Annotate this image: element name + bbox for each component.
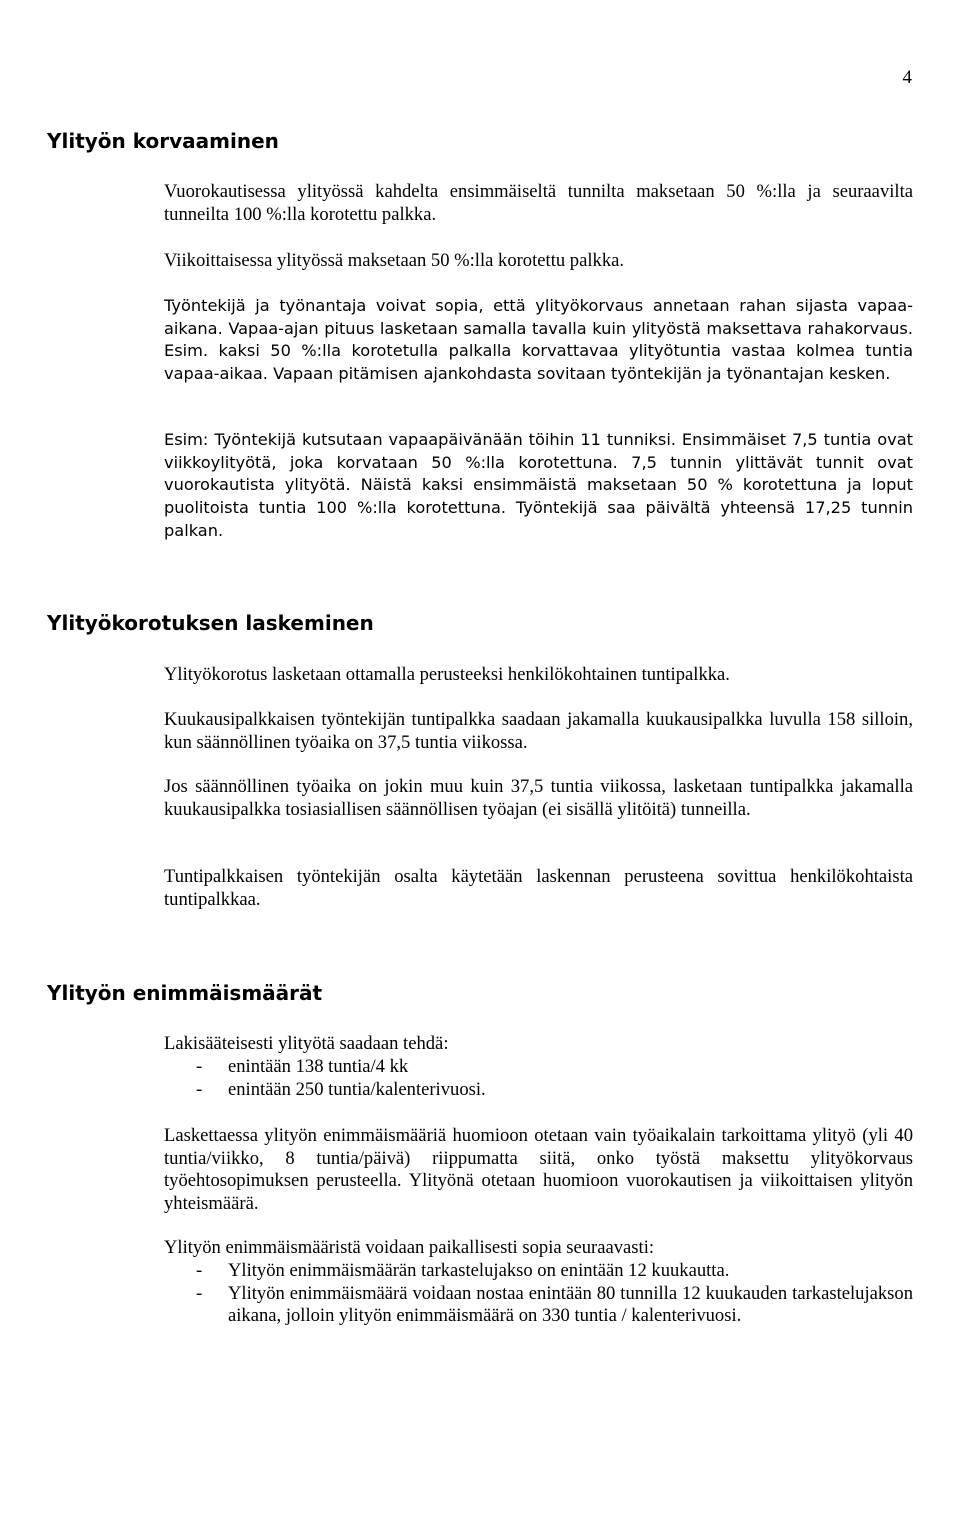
list-item-text: enintään 138 tuntia/4 kk <box>228 1056 409 1077</box>
page-number: 4 <box>902 67 912 88</box>
list-item-tarkastelujakso <box>164 1260 913 1283</box>
paragraph-paikallinen-sopiminen: Ylityön enimmäismääristä voidaan paikallisesti sopia seuraavasti: <box>164 1237 655 1258</box>
section-heading-ylityokorotuksen-laskeminen: Ylityökorotuksen laskeminen <box>47 611 374 635</box>
list-item-enimmaismaara-nosto <box>164 1283 913 1328</box>
paragraph-kuukausipalkkainen: Kuukausipalkkaisen työntekijän tuntipalkka saadaan jakamalla kuukausipalkka luvulla 158 silloin, kun säännöllinen työaika on 37,5 tuntia viikossa. <box>164 709 913 753</box>
paragraph-vuorokautinen-ylityo: Vuorokautisessa ylityössä kahdelta ensimmäiseltä tunnilta maksetaan 50 %:lla ja seuraavilta tunneilta 100 %:lla korotettu palkka. <box>164 181 913 225</box>
bullet-dash: - <box>196 1078 203 1100</box>
statutory-limits-list <box>164 1056 913 1101</box>
paragraph-esimerkki: Esim: Työntekijä kutsutaan vapaapäivänään töihin 11 tunniksi. Ensimmäiset 7,5 tuntia ovat viikkoylityötä, joka korvataan 50 %:lla korotettuna. 7,5 tunnin ylittävät tunnit ovat vuorokautista ylityötä. Näistä kaksi ensimmäistä maksetaan 50 % korotettuna ja loput puolitoista tuntia 100 %:lla korotettuna. Työntekijä saa päivältä yhteensä 17,25 tunnin palkan. <box>164 430 913 540</box>
bullet-dash: - <box>196 1056 203 1077</box>
paragraph-viikoittainen-ylityo: Viikoittaisessa ylityössä maksetaan 50 %:lla korotettu palkka. <box>164 250 625 271</box>
bullet-dash: - <box>196 1282 203 1304</box>
paragraph-ylityokorotus-peruste: Ylityökorotus lasketaan ottamalla perusteeksi henkilökohtainen tuntipalkka. <box>164 664 730 685</box>
paragraph-tuntipalkkainen: Tuntipalkkaisen työntekijän osalta käytetään laskennan perusteena sovittua henkilökohtaista tuntipalkkaa. <box>164 866 913 910</box>
list-item-250-tuntia <box>164 1079 913 1102</box>
paragraph-laskettaessa: Laskettaessa ylityön enimmäismääriä huomioon otetaan vain työaikalain tarkoittama ylityö (yli 40 tuntia/viikko, 8 tuntia/päivä) riippumatta siitä, onko työstä maksettu ylityökorvaus työehtosopimuksen perusteella. Ylityönä otetaan huomioon vuorokautisen ja viikoittaisen ylityön yhteismäärä. <box>164 1125 913 1215</box>
local-agreement-list <box>164 1260 913 1328</box>
list-item-text: Ylityön enimmäismäärä voidaan nostaa enintään 80 tunnilla 12 kuukauden tarkastelujakson aikana, jolloin ylityön enimmäismäärä on 330 tuntia / kalenterivuosi. <box>228 1282 913 1327</box>
section-heading-ylityon-enimmaismaarat: Ylityön enimmäismäärät <box>47 981 323 1005</box>
list-item-text: Ylityön enimmäismäärän tarkastelujakso on enintään 12 kuukautta. <box>228 1260 730 1281</box>
section-heading-ylityon-korvaaminen: Ylityön korvaaminen <box>47 129 279 153</box>
paragraph-vapaa-aika-korvaus: Työntekijä ja työnantaja voivat sopia, että ylityökorvaus annetaan rahan sijasta vapaa-aikana. Vapaa-ajan pituus lasketaan samalla tavalla kuin ylityöstä maksettava rahakorvaus. Esim. kaksi 50 %:lla korotetulla palkalla korvattavaa ylityötuntia vastaa kolmea tuntia vapaa-aikaa. Vapaan pitämisen ajankohdasta sovitaan työntekijän ja työnantajan kesken. <box>164 296 913 384</box>
list-item-text: enintään 250 tuntia/kalenterivuosi. <box>228 1078 486 1100</box>
paragraph-muu-tyoaika: Jos säännöllinen työaika on jokin muu kuin 37,5 tuntia viikossa, lasketaan tuntipalkka jakamalla kuukausipalkka tosiasiallisen säännöllisen työajan (ei sisällä ylitöitä) tunneilla. <box>164 776 913 820</box>
bullet-dash: - <box>196 1260 203 1281</box>
list-item-138-tuntia <box>164 1056 913 1079</box>
paragraph-lakisaateisesti: Lakisääteisesti ylityötä saadaan tehdä: <box>164 1033 449 1054</box>
